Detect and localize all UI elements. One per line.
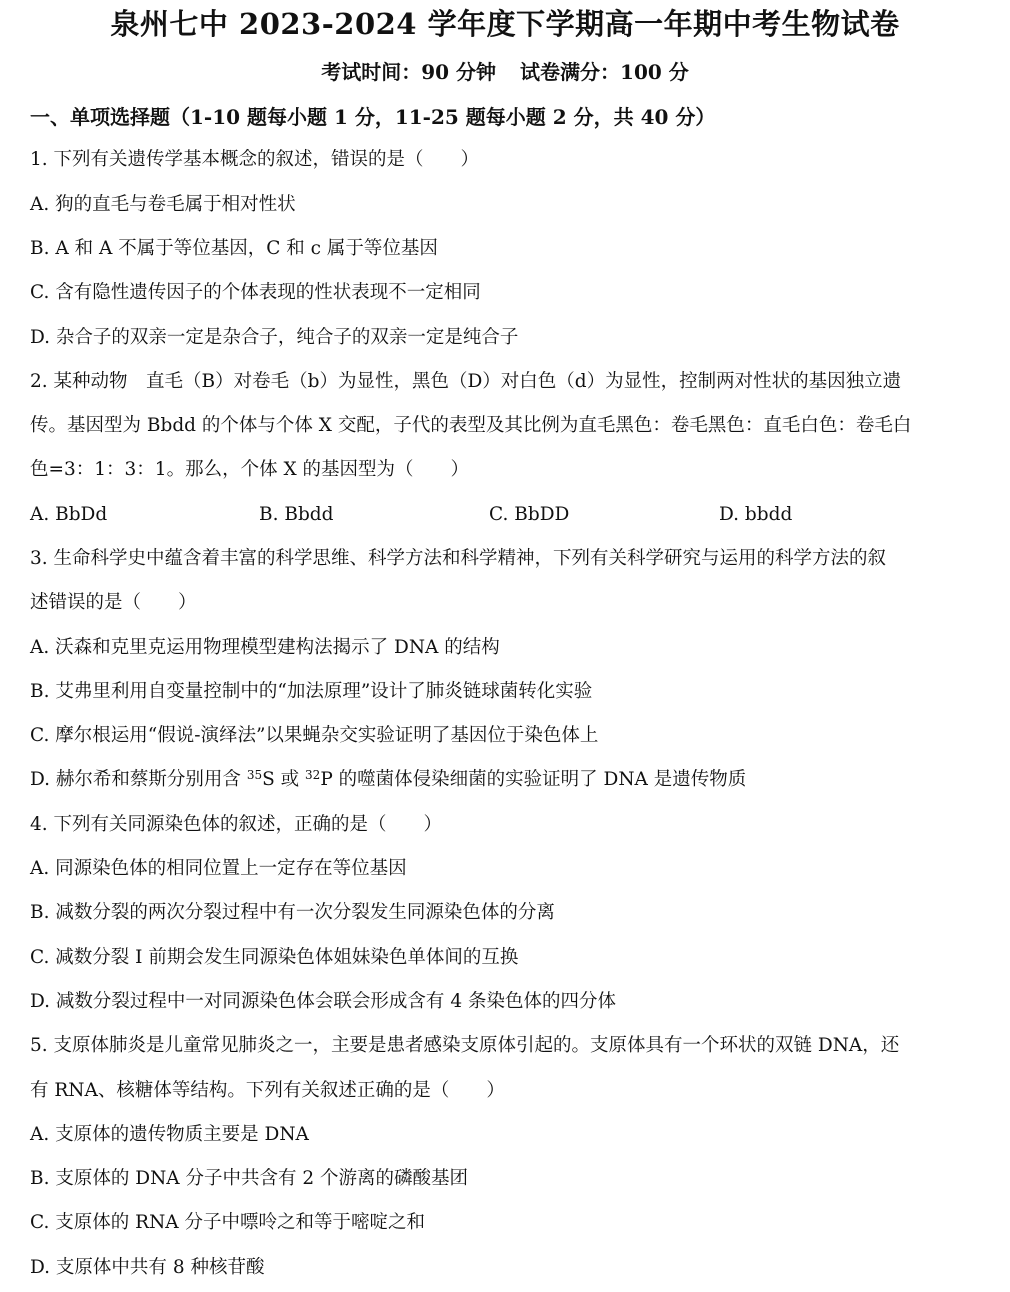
section-heading: 一、单项选择题（1-10 题每小题 1 分，11-25 题每小题 2 分，共 40 分） <box>30 105 716 129</box>
q1-option-b: B. A 和 A 不属于等位基因，C 和 c 属于等位基因 <box>30 238 438 259</box>
q3-option-a: A. 沃森和克里克运用物理模型建构法揭示了 DNA 的结构 <box>30 637 500 658</box>
q3-option-c: C. 摩尔根运用“假说-演绎法”以果蝇杂交实验证明了基因位于染色体上 <box>30 725 599 746</box>
q1-option-d: D. 杂合子的双亲一定是杂合子，纯合子的双亲一定是纯合子 <box>30 327 519 348</box>
q3-d-prefix: D. 赫尔希和蔡斯分别用含 <box>30 769 247 790</box>
q4-stem: 4. 下列有关同源染色体的叙述，正确的是（ ） <box>30 814 443 835</box>
q1-option-a: A. 狗的直毛与卷毛属于相对性状 <box>30 194 296 215</box>
q3-stem-line2: 述错误的是（ ） <box>30 592 197 613</box>
q4-option-a: A. 同源染色体的相同位置上一定存在等位基因 <box>30 858 407 879</box>
exam-info <box>0 56 1010 85</box>
q4-option-c: C. 减数分裂 I 前期会发生同源染色体姐妹染色单体间的互换 <box>30 947 519 968</box>
q2-stem-line1: 2. 某种动物 直毛（B）对卷毛（b）为显性，黑色（D）对白色（d）为显性，控制两对性状的基因独立遗 <box>30 371 902 392</box>
q3-d-suffix: P 的噬菌体侵染细菌的实验证明了 DNA 是遗传物质 <box>320 769 747 790</box>
full-score: 试卷满分：100 分 <box>520 60 689 84</box>
q4-option-b: B. 减数分裂的两次分裂过程中有一次分裂发生同源染色体的分离 <box>30 902 555 923</box>
q3-stem-line1: 3. 生命科学史中蕴含着丰富的科学思维、科学方法和科学精神，下列有关科学研究与运用的科学方法的叙 <box>30 548 887 569</box>
q5-option-d: D. 支原体中共有 8 种核苷酸 <box>30 1257 265 1278</box>
page-title: 泉州七中 2023-2024 学年度下学期高一年期中考生物试卷 <box>110 7 900 41</box>
q5-option-c: C. 支原体的 RNA 分子中嘌呤之和等于嘧啶之和 <box>30 1212 425 1233</box>
q2-stem-line3: 色=3：1：3：1。那么，个体 X 的基因型为（ ） <box>30 459 470 480</box>
q3-d-sup1: 35 <box>246 768 263 782</box>
q3-option-b: B. 艾弗里利用自变量控制中的“加法原理”设计了肺炎链球菌转化实验 <box>30 681 593 702</box>
q4-option-d: D. 减数分裂过程中一对同源染色体会联会形成含有 4 条染色体的四分体 <box>30 991 616 1012</box>
q3-d-mid: S 或 <box>262 769 306 790</box>
q3-d-sup2: 32 <box>305 768 321 782</box>
q2-option-a: A. BbDd <box>30 504 108 525</box>
exam-time: 考试时间：90 分钟 <box>321 60 497 84</box>
q2-option-b: B. Bbdd <box>259 504 334 525</box>
q5-stem-line2: 有 RNA、核糖体等结构。下列有关叙述正确的是（ ） <box>30 1080 505 1101</box>
q5-stem-line1: 5. 支原体肺炎是儿童常见肺炎之一，主要是患者感染支原体引起的。支原体具有一个环状的双链 DNA，还 <box>30 1035 900 1056</box>
q3-option-d <box>30 768 746 792</box>
q5-option-b: B. 支原体的 DNA 分子中共含有 2 个游离的磷酸基团 <box>30 1168 469 1189</box>
q1-stem: 1. 下列有关遗传学基本概念的叙述，错误的是（ ） <box>30 149 480 170</box>
q2-stem-line2: 传。基因型为 Bbdd 的个体与个体 X 交配，子代的表型及其比例为直毛黑色：卷毛黑色：直毛白色：卷毛白 <box>30 415 912 436</box>
q5-option-a: A. 支原体的遗传物质主要是 DNA <box>30 1124 309 1145</box>
q2-option-c: C. BbDD <box>489 504 570 525</box>
q1-option-c: C. 含有隐性遗传因子的个体表现的性状表现不一定相同 <box>30 282 481 303</box>
q2-option-d: D. bbdd <box>719 504 793 525</box>
